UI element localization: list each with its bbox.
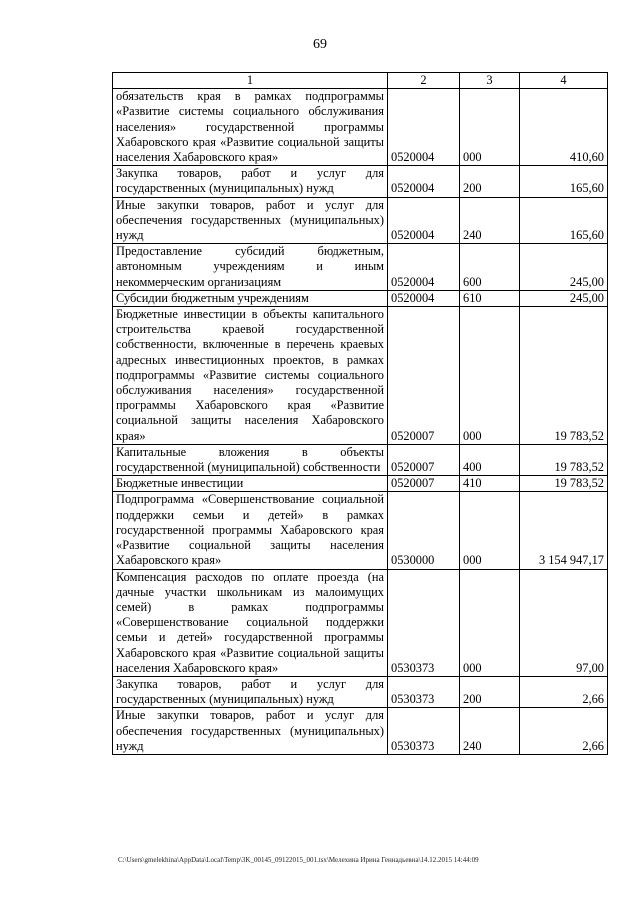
row-amount: 3 154 947,17 [520, 492, 608, 569]
row-target-code: 0520004 [388, 89, 460, 166]
row-description: Компенсация расходов по оплате проезда (на дачные участки школьникам из малоимущих семей) в рамках подпрограммы «Совершенствование социальной поддержки семьи и детей» государственной программы Хабаровского края «Развитие социальной защиты населения Хабаровского края» [113, 569, 388, 676]
file-path-footer: C:\Users\gmelekhina\AppData\Local\Temp\3K_00145_09122015_001.tsx\Мелехина Ирина Геннадьевна\14.12.2015 14:44:09 [118, 856, 479, 864]
row-target-code: 0530373 [388, 676, 460, 707]
row-target-code: 0520004 [388, 244, 460, 291]
row-description: Субсидии бюджетным учреждениям [113, 290, 388, 306]
row-target-code: 0520004 [388, 290, 460, 306]
row-description: Подпрограмма «Совершенствование социальной поддержки семьи и детей» в рамках государственной программы Хабаровского края «Развитие социальной защиты населения Хабаровского края» [113, 492, 388, 569]
header-cell: 4 [520, 73, 608, 89]
table-row [113, 676, 608, 707]
row-amount: 2,66 [520, 708, 608, 755]
row-amount: 245,00 [520, 290, 608, 306]
row-expense-type: 000 [460, 89, 520, 166]
page-number: 69 [313, 37, 327, 52]
row-amount: 97,00 [520, 569, 608, 676]
row-target-code: 0530373 [388, 569, 460, 676]
table-row [113, 244, 608, 291]
row-expense-type: 000 [460, 492, 520, 569]
table-row [113, 569, 608, 676]
row-target-code: 0520004 [388, 197, 460, 244]
row-expense-type: 240 [460, 708, 520, 755]
row-amount: 165,60 [520, 197, 608, 244]
row-expense-type: 410 [460, 476, 520, 492]
row-expense-type: 000 [460, 307, 520, 445]
row-expense-type: 200 [460, 676, 520, 707]
row-target-code: 0520004 [388, 166, 460, 197]
table-row [113, 290, 608, 306]
table-row [113, 307, 608, 445]
row-description: Бюджетные инвестиции [113, 476, 388, 492]
table-row [113, 476, 608, 492]
row-target-code: 0530373 [388, 708, 460, 755]
table-row [113, 708, 608, 755]
row-description: Предоставление субсидий бюджетным, автономным учреждениям и иным некоммерческим организациям [113, 244, 388, 291]
row-expense-type: 240 [460, 197, 520, 244]
row-expense-type: 200 [460, 166, 520, 197]
row-target-code: 0520007 [388, 476, 460, 492]
row-description: Закупка товаров, работ и услуг для государственных (муниципальных) нужд [113, 676, 388, 707]
row-amount: 2,66 [520, 676, 608, 707]
budget-table [112, 72, 608, 755]
row-description: Бюджетные инвестиции в объекты капитального строительства краевой государственной собственности, включенные в перечень краевых адресных инвестиционных проектов, в рамках подпрограммы «Развитие системы социального обслуживания населения» государственной программы Хабаровского края «Развитие социальной защиты населения Хабаровского края» [113, 307, 388, 445]
row-expense-type: 400 [460, 444, 520, 475]
row-amount: 19 783,52 [520, 476, 608, 492]
row-description: Капитальные вложения в объекты государственной (муниципальной) собственности [113, 444, 388, 475]
row-expense-type: 000 [460, 569, 520, 676]
table-row [113, 492, 608, 569]
row-target-code: 0520007 [388, 307, 460, 445]
table-row [113, 89, 608, 166]
header-cell: 3 [460, 73, 520, 89]
row-expense-type: 600 [460, 244, 520, 291]
row-target-code: 0520007 [388, 444, 460, 475]
table-row [113, 197, 608, 244]
row-amount: 165,60 [520, 166, 608, 197]
row-description: Закупка товаров, работ и услуг для государственных (муниципальных) нужд [113, 166, 388, 197]
row-description: Иные закупки товаров, работ и услуг для обеспечения государственных (муниципальных) нужд [113, 708, 388, 755]
table-row [113, 444, 608, 475]
row-amount: 410,60 [520, 89, 608, 166]
row-amount: 19 783,52 [520, 444, 608, 475]
row-description: обязательств края в рамках подпрограммы «Развитие системы социального обслуживания населения» государственной программы Хабаровского края «Развитие социальной защиты населения Хабаровского края» [113, 89, 388, 166]
table-row [113, 166, 608, 197]
row-amount: 19 783,52 [520, 307, 608, 445]
row-description: Иные закупки товаров, работ и услуг для обеспечения государственных (муниципальных) нужд [113, 197, 388, 244]
row-expense-type: 610 [460, 290, 520, 306]
header-cell: 1 [113, 73, 388, 89]
table-header-row [113, 73, 608, 89]
row-target-code: 0530000 [388, 492, 460, 569]
header-cell: 2 [388, 73, 460, 89]
row-amount: 245,00 [520, 244, 608, 291]
